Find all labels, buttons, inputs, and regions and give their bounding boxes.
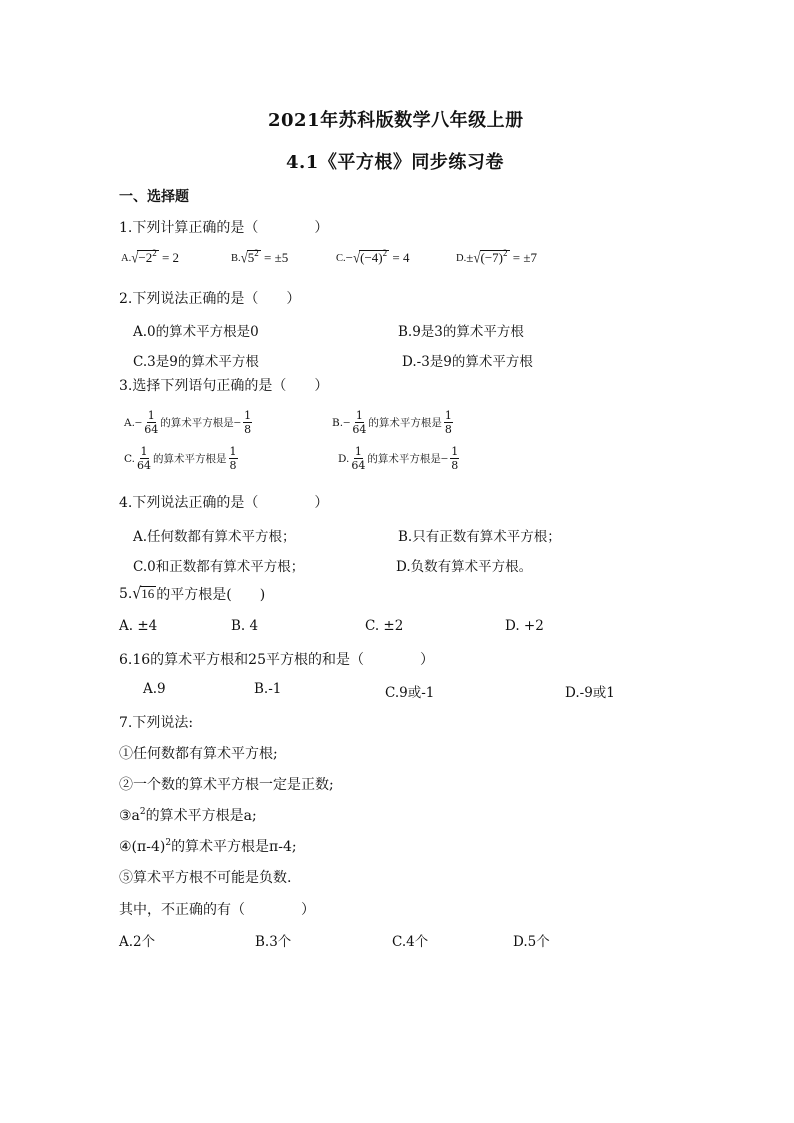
question-1-option-a: A. √ $-2^2$ = 2 [121,248,180,267]
radical-sign-icon: √ [352,248,361,267]
minus-sign: − [440,450,449,466]
question-4-option-d: D.负数有算术平方根。 [396,559,533,575]
question-text: 的平方根是( ) [156,587,266,603]
fraction: $\frac{1}{8}$ [451,445,459,472]
question-3-stem: 3.选择下列语句正确的是（ ） [119,378,329,394]
question-2-stem: 2.下列说法正确的是（ ） [119,291,301,307]
section-heading: 一、选择题 [119,189,189,205]
question-7-ask: 其中，不正确的有（ ） [119,902,315,918]
question-4-option-c: C.0和正数都有算术平方根； [133,559,305,575]
option-value: = 2 [161,250,180,265]
question-1-stem: 1.下列计算正确的是（ ） [119,220,329,236]
option-text: 的算术平方根是 [160,417,234,429]
option-label: D. [456,252,467,264]
option-text: 的算术平方根是 [368,417,442,429]
question-6-stem: 6.16的算术平方根和25平方根的和是（ ） [119,652,434,668]
option-value: = ±7 [512,250,537,265]
question-5-option-b: B. 4 [231,618,259,634]
radical-sign-icon: √ [132,584,142,604]
fraction: $\frac{1}{64}$ [351,445,366,472]
question-5-option-d: D. +2 [505,618,544,634]
question-3-option-c [124,446,240,471]
option-label: D. [338,452,350,465]
question-7-statement-5: ⑤算术平方根不可能是负数. [119,870,292,886]
question-7-option-b: B.3个 [255,934,292,950]
radicand: 16 [141,586,155,602]
fraction: $\frac{1}{64}$ [144,409,159,436]
question-7-statement-2: ②一个数的算术平方根一定是正数; [119,777,334,793]
fraction: $\frac{1}{8}$ [444,409,452,436]
page-subtitle: 4.1《平方根》同步练习卷 [286,152,504,173]
option-label: A. [121,252,132,264]
option-label: B. [231,252,241,264]
option-label: C. [336,252,346,264]
question-2-option-a: A.0的算术平方根是0 [133,324,259,340]
option-text: 的算术平方根是 [153,453,227,465]
question-1-option-b: B. √ $5^2$ = ±5 [231,248,289,267]
question-3-option-a [124,410,254,435]
statement-text: ④(π-4) [119,839,166,855]
question-4-option-b: B.只有正数有算术平方根； [398,529,561,545]
question-3-option-d [338,446,461,471]
option-label: C. [124,452,135,465]
question-5-option-a: A. ±4 [119,618,158,634]
question-7-option-a: A.2个 [119,934,156,950]
radical-sign-icon: √ [473,248,481,267]
question-7-stem: 7.下列说法: [119,715,194,731]
question-6-option-a: A.9 [143,681,166,697]
minus-sign: − [343,414,351,430]
question-7-statement-4 [119,836,297,856]
statement-text: ③a [119,808,140,824]
question-7-statement-3 [119,805,257,825]
option-value: = 4 [392,250,410,265]
question-6-option-d: D.-9或1 [565,685,615,701]
question-1-option-d: D. ± √ $(-7)^2$ = ±7 [456,248,537,267]
question-5-stem [119,584,265,604]
minus-sign: − [134,414,143,430]
question-2-option-d: D.-3是9的算术平方根 [402,354,533,370]
question-7-option-d: D.5个 [513,934,550,950]
radical-sign-icon: √ [131,248,139,267]
superscript: 2 [165,838,172,848]
question-2-option-c: C.3是9的算术平方根 [133,354,259,370]
page-title: 2021年苏科版数学八年级上册 [268,110,524,131]
fraction: $\frac{1}{8}$ [244,409,252,436]
statement-text: 的算术平方根是a; [145,808,257,824]
minus-sign: − [233,414,242,430]
question-4-option-a: A.任何数都有算术平方根； [133,529,296,545]
question-7-statement-1: ①任何数都有算术平方根; [119,746,278,762]
option-value: = ±5 [264,250,289,265]
fraction: $\frac{1}{64}$ [352,409,367,436]
option-label: B. [332,416,344,429]
fraction: $\frac{1}{8}$ [229,445,237,472]
question-number: 5. [119,586,133,602]
question-6-option-b: B.-1 [254,681,282,697]
question-6-option-c: C.9或-1 [385,685,435,701]
option-label: A. [124,416,135,429]
question-3-option-b [332,410,455,435]
radical-sign-icon: √ [240,248,248,267]
question-5-option-c: C. ±2 [365,618,404,634]
question-4-stem: 4.下列说法正确的是（ ） [119,495,329,511]
question-1-option-c: C. − √ $(-4)^2$ = 4 [336,248,410,267]
question-7-option-c: C.4个 [392,934,429,950]
statement-text: 的算术平方根是π-4; [171,839,297,855]
question-2-option-b: B.9是3的算术平方根 [398,324,524,340]
fraction: $\frac{1}{64}$ [137,445,151,472]
option-text: 的算术平方根是 [367,453,441,465]
superscript: 2 [139,807,146,817]
